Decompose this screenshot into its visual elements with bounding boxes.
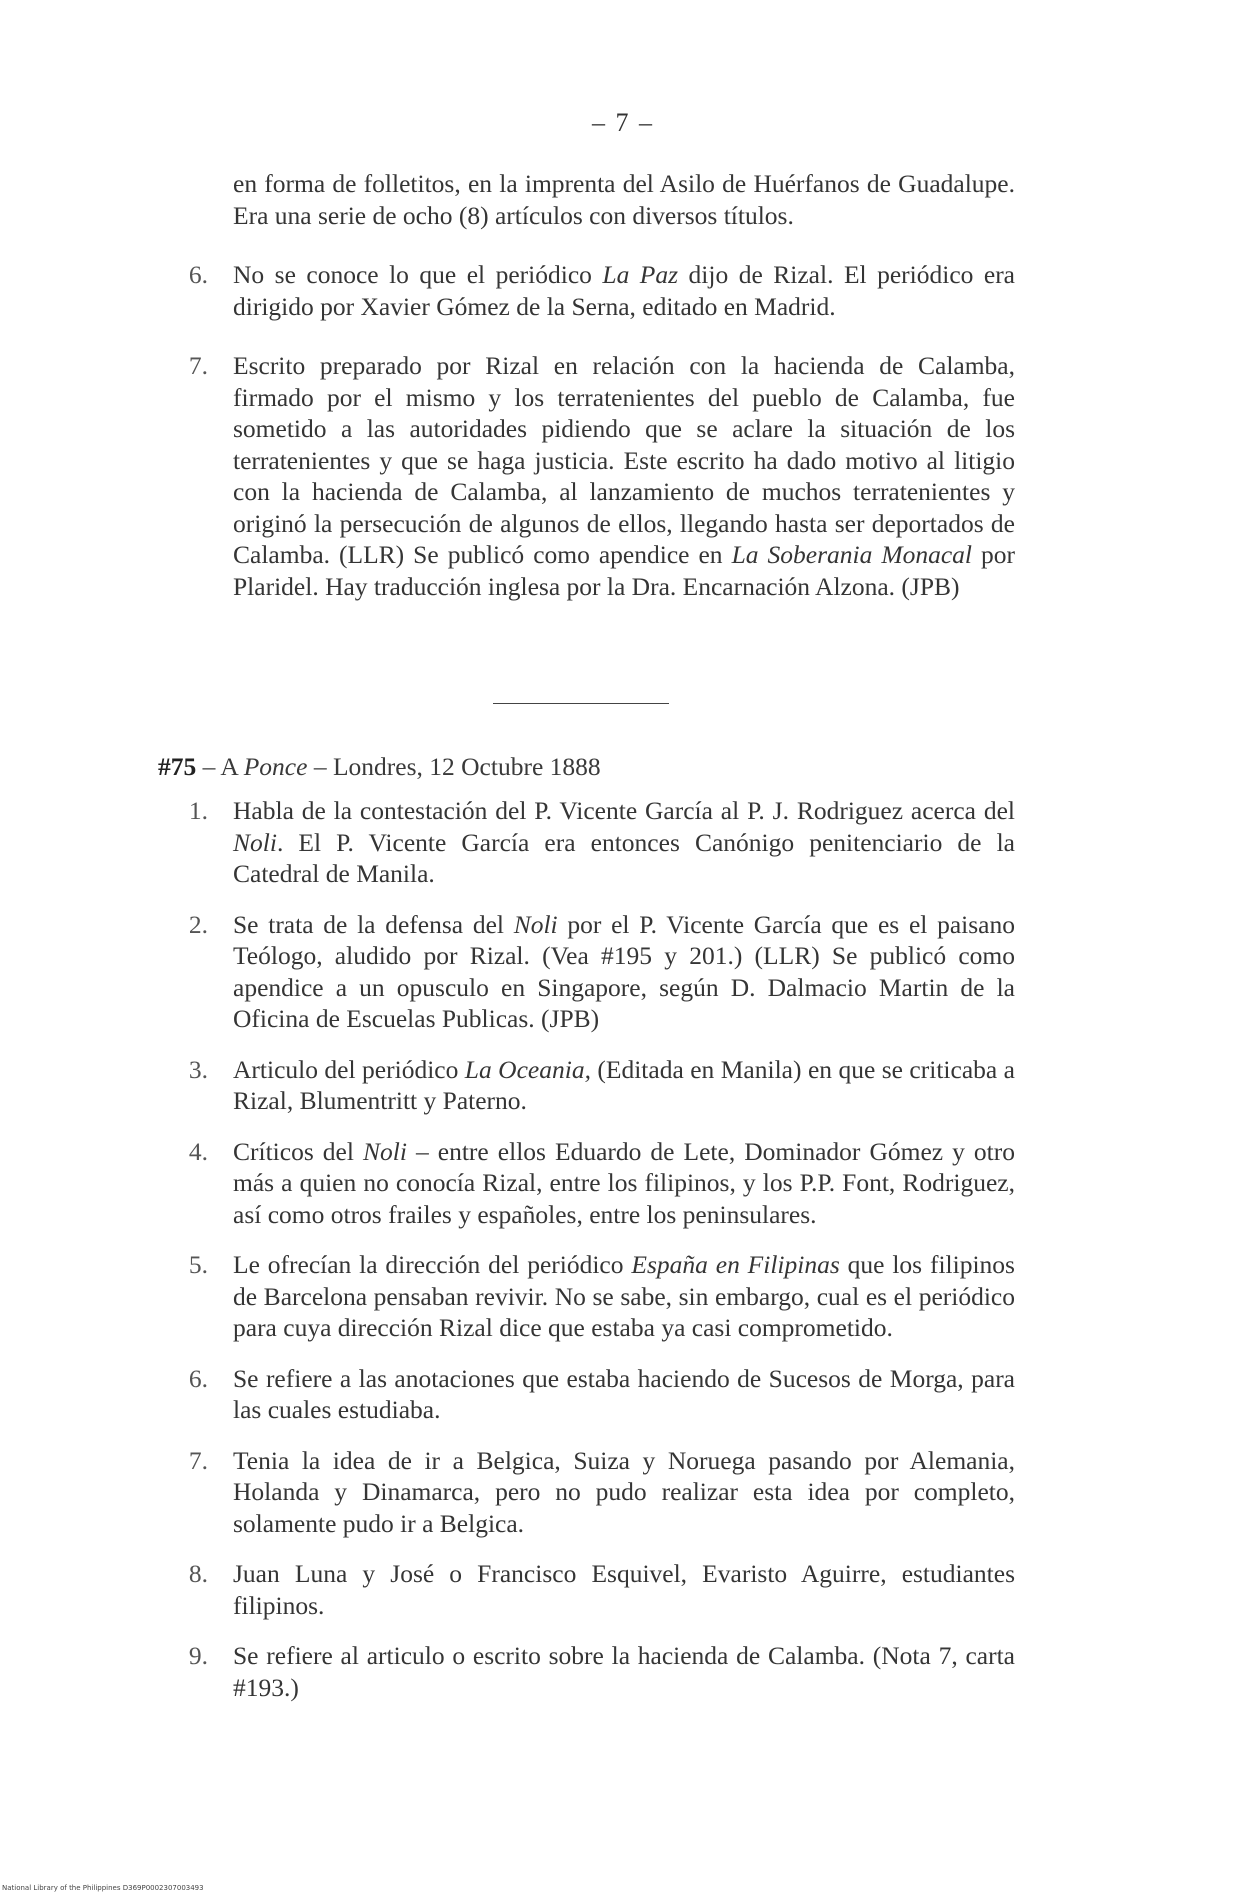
note-text: Articulo del periódico [233,1054,465,1084]
note-4 [188,1136,1016,1231]
note-text: Tenia la idea de ir a Belgica, Suiza y Noruega pasando por Alemania, Holanda y Dinamarca, pero no pudo realizar esta idea por completo, solamente pudo ir a Belgica. [233,1445,1015,1538]
letter-number: #75 [158,752,197,781]
note-text: Escrito preparado por Rizal en relación con la hacienda de Calamba, firmado por el mismo y los terratenientes del pueblo de Calamba, fue sometido a las autoridades pidiendo que se aclare la situación de los terratenientes y que se haga justicia. Este escrito ha dado motivo al litigio con la hacienda de Calamba, al lanzamiento de muchos terratenientes y originó la persecución de algunos de ellos, llegando hasta ser deportados de Calamba. (LLR) Se publicó como apendice en [233,351,1015,569]
section-a [188,168,1016,602]
letter-dash: – A [196,752,244,781]
letter-recipient: Ponce [243,752,308,781]
note-text: (Editada en Manila) en que se criticaba a Rizal, Blumentritt y Paterno. [233,1054,1015,1115]
note-number: 7. [188,1445,208,1475]
continuation-paragraph: en forma de folletitos, en la imprenta del Asilo de Huérfanos de Guadalupe. Era una serie de ocho (8) artículos con diversos títulos. [233,169,1015,230]
note-text: Se refiere al articulo o escrito sobre la hacienda de Calamba. (Nota 7, carta #193.) [233,1641,1015,1702]
note-text: Juan Luna y José o Francisco Esquivel, Evaristo Aguirre, estudiantes filipinos. [233,1559,1015,1620]
note-number: 1. [188,796,208,825]
note-number: 3. [188,1054,208,1084]
note-text: Críticos del [233,1136,363,1166]
note-2 [188,909,1016,1035]
archive-credit: National Library of the Philippines D369P0002307003493 [2,1884,204,1892]
note-7 [188,350,1016,602]
note-text: Se trata de la defensa del [233,909,514,939]
note-number: 5. [188,1250,208,1279]
periodical-title: La Oceania, [464,1054,591,1084]
page-number: – 7 – [592,108,654,137]
note-number: 7. [188,351,208,380]
note-text: que los filipinos de Barcelona pensaban revivir. No se sabe, sin embargo, cual es el periódico para cuya dirección Rizal dice que estaba ya casi comprometido. [233,1250,1015,1342]
section-divider [493,703,669,704]
letter-place-date: – Londres, 12 Octubre 1888 [307,752,601,781]
note-text: No se conoce lo que el periódico [233,260,603,289]
note-9 [188,1640,1015,1703]
note-6 [188,1363,1015,1426]
note-text: por Plaridel. Hay traducción inglesa por la Dra. Encarnación Alzona. (JPB) [233,540,1016,601]
note-text: Se refiere a las anotaciones que estaba haciendo de Sucesos de Morga, para las cuales estudiaba. [233,1363,1015,1424]
section-b [188,795,1016,1703]
note-5 [188,1249,1015,1344]
book-title: La Soberania Monacal [731,540,972,569]
note-text: por el P. Vicente García que es el paisano Teólogo, aludido por Rizal. (Vea #195 y 201.) (LLR) Se publicó como apendice a un opusculo en Singapore, según D. Dalmacio Martin de la Oficina de Escuelas Publicas. (JPB) [233,909,1016,1033]
note-text: . El P. Vicente García era entonces Canónigo penitenciario de la Catedral de Manila. [233,827,1015,888]
book-title: Noli [233,827,277,857]
note-number: 6. [188,1363,208,1393]
note-number: 9. [188,1641,208,1670]
note-text: Habla de la contestación del P. Vicente García al P. J. Rodriguez acerca del [233,796,1015,825]
note-number: 2. [188,909,208,939]
note-7 [188,1445,1015,1540]
book-title: Noli [513,909,558,939]
note-number: 4. [188,1136,208,1166]
note-text: – entre ellos Eduardo de Lete, Dominador Gómez y otro más a quien no conocía Rizal, entre los filipinos, y los P.P. Font, Rodriguez, así como otros frailes y españoles, entre los peninsulares. [233,1136,1016,1229]
note-text: dijo de Rizal. El periódico era dirigido por Xavier Gómez de la Serna, editado en Madrid. [233,260,1016,321]
note-1 [188,795,1015,890]
note-6 [188,259,1016,322]
letter-heading [158,751,601,782]
book-title: Noli [363,1136,407,1166]
note-number: 8. [188,1559,208,1588]
periodical-title: La Paz [602,260,679,289]
periodical-title: España en Filipinas [631,1250,840,1279]
note-8 [188,1558,1015,1621]
note-3 [188,1054,1015,1117]
note-number: 6. [188,260,208,289]
note-text: Le ofrecían la dirección del periódico [233,1250,632,1279]
